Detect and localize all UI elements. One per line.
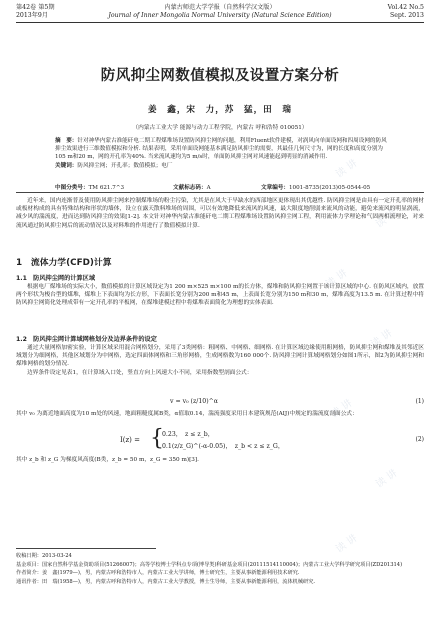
watermark-text: 读 讲 <box>324 267 350 291</box>
keywords-text: 防风抑尘网；开孔率；数值模拟；电厂 <box>77 163 173 170</box>
paper-title: 防风抑尘网数值模拟及设置方案分析 <box>100 68 340 84</box>
paragraph-after-eq1: 其中 v₀ 为离近地面高度为10 m处的风速，地面粗糙度属B类，α值取0.14，湍流强度采用日本建筑规范(AIJ)中规定的湍流度剖面公式： <box>16 411 358 417</box>
abstract-block <box>55 137 390 170</box>
intro-paragraph: 近年来，国内连渐普及使用防风抑尘网来控制煤堆场的粉尘污染，尤其是在风大于旱缺水的西部地区更体现出其优越性. 防风抑尘网是由具有一定开孔率的网材或板材构成的具有特殊结构和形状的墙体，设立在露天散料堆场的周围，可以有效地降低来流风的风速，最大限度地削弱来流风的动能，避免来流风的明显涡流，减少风的湍流度，进而达到防风抑尘的效果[1-2]. 本文针对神华内蒙古准能矸电二期工程煤堆场设置防风抑尘网工程，利用流体力学理论和气固两相流理论，对来流风通过防风抑尘网后的流动情况以及对料堆的作用进行了数值模拟计算. <box>16 198 424 229</box>
abstract-label: 摘 要： <box>55 138 78 144</box>
subsection-heading-1-2: 1.2 防风抑尘网计算域网格划分及边界条件的设定 <box>16 336 157 343</box>
equation-1-number: (1) <box>415 398 424 405</box>
equation-2-number: (2) <box>415 436 424 443</box>
equation-2-case-1: 0.23， z ≤ z_b， <box>162 431 214 438</box>
keywords <box>55 162 390 170</box>
abstract <box>55 137 390 162</box>
equation-2-lhs: I(z) = <box>120 436 141 444</box>
paragraph-1-2: 通过大量网格加密实验，计算区域采用混合网格划分，采用了3类网格：粗网格、中网格、细网格. 在计算区域边缘使用粗网格，防风抑尘网和煤堆及其邻近区域划分为细网格，其他区域划分为中网格，选定四面体网格和三角形网格，生成网格数为160 000个. 防风抑尘网计算域网格划分如图1所示，图2为防风抑尘网和煤堆网格的划分情况. 边界条件设定见表1，在计算域入口处，竖直方向上风速大小不同，采用指数型剖面公式： <box>16 345 424 376</box>
footnotes <box>16 552 424 586</box>
footnote-fund: 基金项目：国家自然科学基金资助项目(51266007)；高等学校博士学科点专项(博导类)科研基金项目(20111514110004)；内蒙古工业大学科学研究项目(ZD201314) <box>16 561 403 568</box>
abstract-text: 针对神华内蒙古准能矸电二期工程煤堆场设置防风抑尘网的问题，利用Fluent软件建模，对涡风向单面设网和四周设网的防风抑尘效果进行三维数值模拟和分析. 结果表明，采用单面设网能基本满足防风抑尘的需要，其最佳几何尺寸为，网的长度和高度分别为105 m和20 m，网的开孔率为40%. 当来流风速均为5 m/s时，单面防风抑尘网对风速能起到明显的消减作用. <box>55 138 387 161</box>
paragraph-after-eq2: 其中 z_b 和 z_G 为梯度风高度(B类，z_b = 50 m，z_G = 350 m)[3]. <box>16 457 199 463</box>
watermark-text: 读 讲 <box>374 467 400 491</box>
keywords-label: 关键词： <box>55 163 78 170</box>
paragraph-1-1: 根据电厂煤堆场的实际大小，数值模拟的计算区域设定为1 200 m×525 m×100 m的长方体，煤堆和防风抑尘网置于该计算区域的中心. 在防风区域内，放置两个形状为梭台型的煤堆，煤堆上下表面均为长方形，下表面长宽分别为200 m和45 m，上表面长宽分别为150 m和30 m，煤堆高度为13.5 m. 在计算过程中将防风抑尘网简化处理成带有一定开孔率的平板网，在煤堆建模过程中将煤堆表面简化为理想的实体表面. <box>16 284 424 307</box>
watermark-text: 读 讲 <box>329 397 355 421</box>
watermark-text: 读 讲 <box>334 157 360 181</box>
document-code: 文献标志码：A <box>173 185 211 191</box>
abstract-rule <box>16 192 424 193</box>
footnote-author: 作者简介：姜 鑫(1979—)，男，内蒙古呼和浩特市人，内蒙古工业大学讲师，博士研究生，主要从事新能源利用技术研究. <box>16 570 300 576</box>
equation-2-case-2: 0.1(z/z_G)^(-α-0.05)， z_b < z ≤ z_G， <box>162 443 285 450</box>
issue-date-en: Sept. 2013 <box>389 12 424 19</box>
footnote-corresponding: 通讯作者：田 瑞(1958—)，男，内蒙古呼和浩特市人，内蒙古工业大学教授，博士生导师，主要从事新能源利用，流体机械研究. <box>16 578 316 585</box>
watermark-text: 读 讲 <box>334 532 360 556</box>
journal-name-cn: 内蒙古师范大学学报（自然科学汉文版） <box>164 4 276 11</box>
volume-issue-en: Vol.42 No.5 <box>387 4 424 11</box>
running-header <box>16 4 424 22</box>
header-rule <box>16 22 424 23</box>
clc-code: 中图分类号：TM 621.7^3 <box>55 185 125 191</box>
volume-issue: 第42卷 第5期 <box>16 4 55 11</box>
watermark-text: 读 讲 <box>369 327 395 351</box>
affiliation: （内蒙古工业大学 能源与动力工程学院，内蒙古 呼和浩特 010051） <box>132 125 308 131</box>
issue-date: 2013年9月 <box>16 12 49 19</box>
section-heading-1: 1 流体力学(CFD)计算 <box>16 258 112 268</box>
equation-1: v = v₀ (z/10)^α <box>170 398 218 405</box>
article-number: 文章编号：1001-8735(2013)05-0544-05 <box>261 185 371 191</box>
subsection-heading-1-1: 1.1 防风抑尘网的计算区域 <box>16 275 96 282</box>
header-right <box>388 4 424 20</box>
footnote-received: 收稿日期：2013-03-24 <box>16 553 72 559</box>
watermark-text: 读 讲 <box>374 207 400 231</box>
footnote-rule <box>16 548 156 549</box>
equation-2-brace: { <box>150 426 164 451</box>
header-center <box>16 4 424 20</box>
journal-name-en: Journal of Inner Mongolia Normal University (Natural Science Edition) <box>108 12 332 19</box>
author-list: 姜 鑫，宋 力，苏 猛，田 瑞 <box>148 105 292 115</box>
